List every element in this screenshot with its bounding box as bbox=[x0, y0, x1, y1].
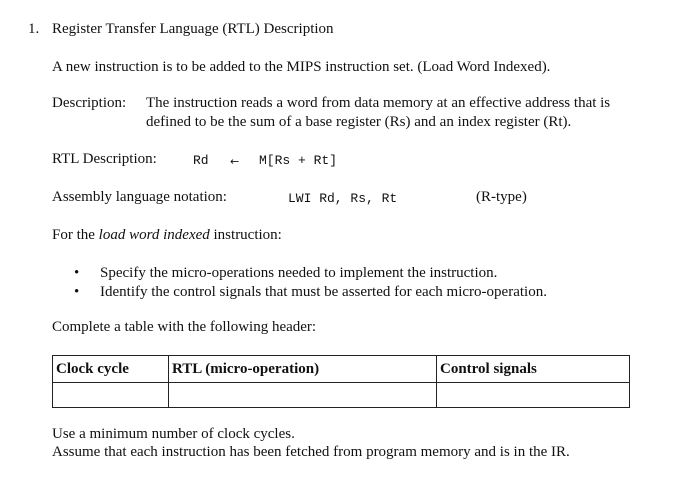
description-line-1: The instruction reads a word from data memory at an effective address that is bbox=[146, 95, 611, 111]
rtl-label: RTL Description: bbox=[52, 151, 157, 167]
table-cell bbox=[437, 383, 630, 408]
header-control-signals: Control signals bbox=[437, 356, 630, 383]
list-item-text: Specify the micro-operations needed to implement the instruction. bbox=[100, 265, 498, 281]
table-row bbox=[53, 383, 630, 408]
rtl-destination: Rd bbox=[193, 153, 209, 168]
header-clock-cycle: Clock cycle bbox=[53, 356, 169, 383]
for-italic: load word indexed bbox=[98, 227, 210, 243]
list-item bbox=[74, 264, 547, 283]
description-label: Description: bbox=[52, 95, 127, 111]
instruction-type: (R-type) bbox=[476, 189, 527, 205]
table-cell bbox=[169, 383, 437, 408]
assembly-code: LWI Rd, Rs, Rt bbox=[288, 191, 398, 206]
question-title: Register Transfer Language (RTL) Description bbox=[52, 21, 334, 37]
list-item bbox=[74, 283, 547, 302]
left-arrow-icon: ← bbox=[230, 155, 240, 168]
rtl-expression: M[Rs + Rt] bbox=[259, 153, 338, 168]
bullet-icon: • bbox=[74, 265, 80, 281]
description-line-2: defined to be the sum of a base register (Rs) and an index register (Rt). bbox=[146, 114, 572, 130]
header-rtl-micro-operation: RTL (micro-operation) bbox=[169, 356, 437, 383]
intro-text: A new instruction is to be added to the MIPS instruction set. (Load Word Indexed). bbox=[52, 59, 551, 75]
question-number: 1. bbox=[28, 21, 40, 37]
assembly-label: Assembly language notation: bbox=[52, 189, 227, 205]
footer-line-1: Use a minimum number of clock cycles. bbox=[52, 426, 295, 442]
bullet-icon: • bbox=[74, 284, 80, 300]
complete-table-text: Complete a table with the following header: bbox=[52, 319, 317, 335]
for-prefix: For the bbox=[52, 227, 99, 243]
answer-table bbox=[52, 355, 630, 408]
for-suffix: instruction: bbox=[209, 227, 282, 243]
for-instruction-line bbox=[52, 227, 282, 244]
task-list bbox=[74, 264, 547, 302]
footer-line-2: Assume that each instruction has been fetched from program memory and is in the IR. bbox=[52, 444, 570, 460]
table-cell bbox=[53, 383, 169, 408]
table-header-row bbox=[53, 356, 630, 383]
list-item-text: Identify the control signals that must be asserted for each micro-operation. bbox=[100, 284, 547, 300]
